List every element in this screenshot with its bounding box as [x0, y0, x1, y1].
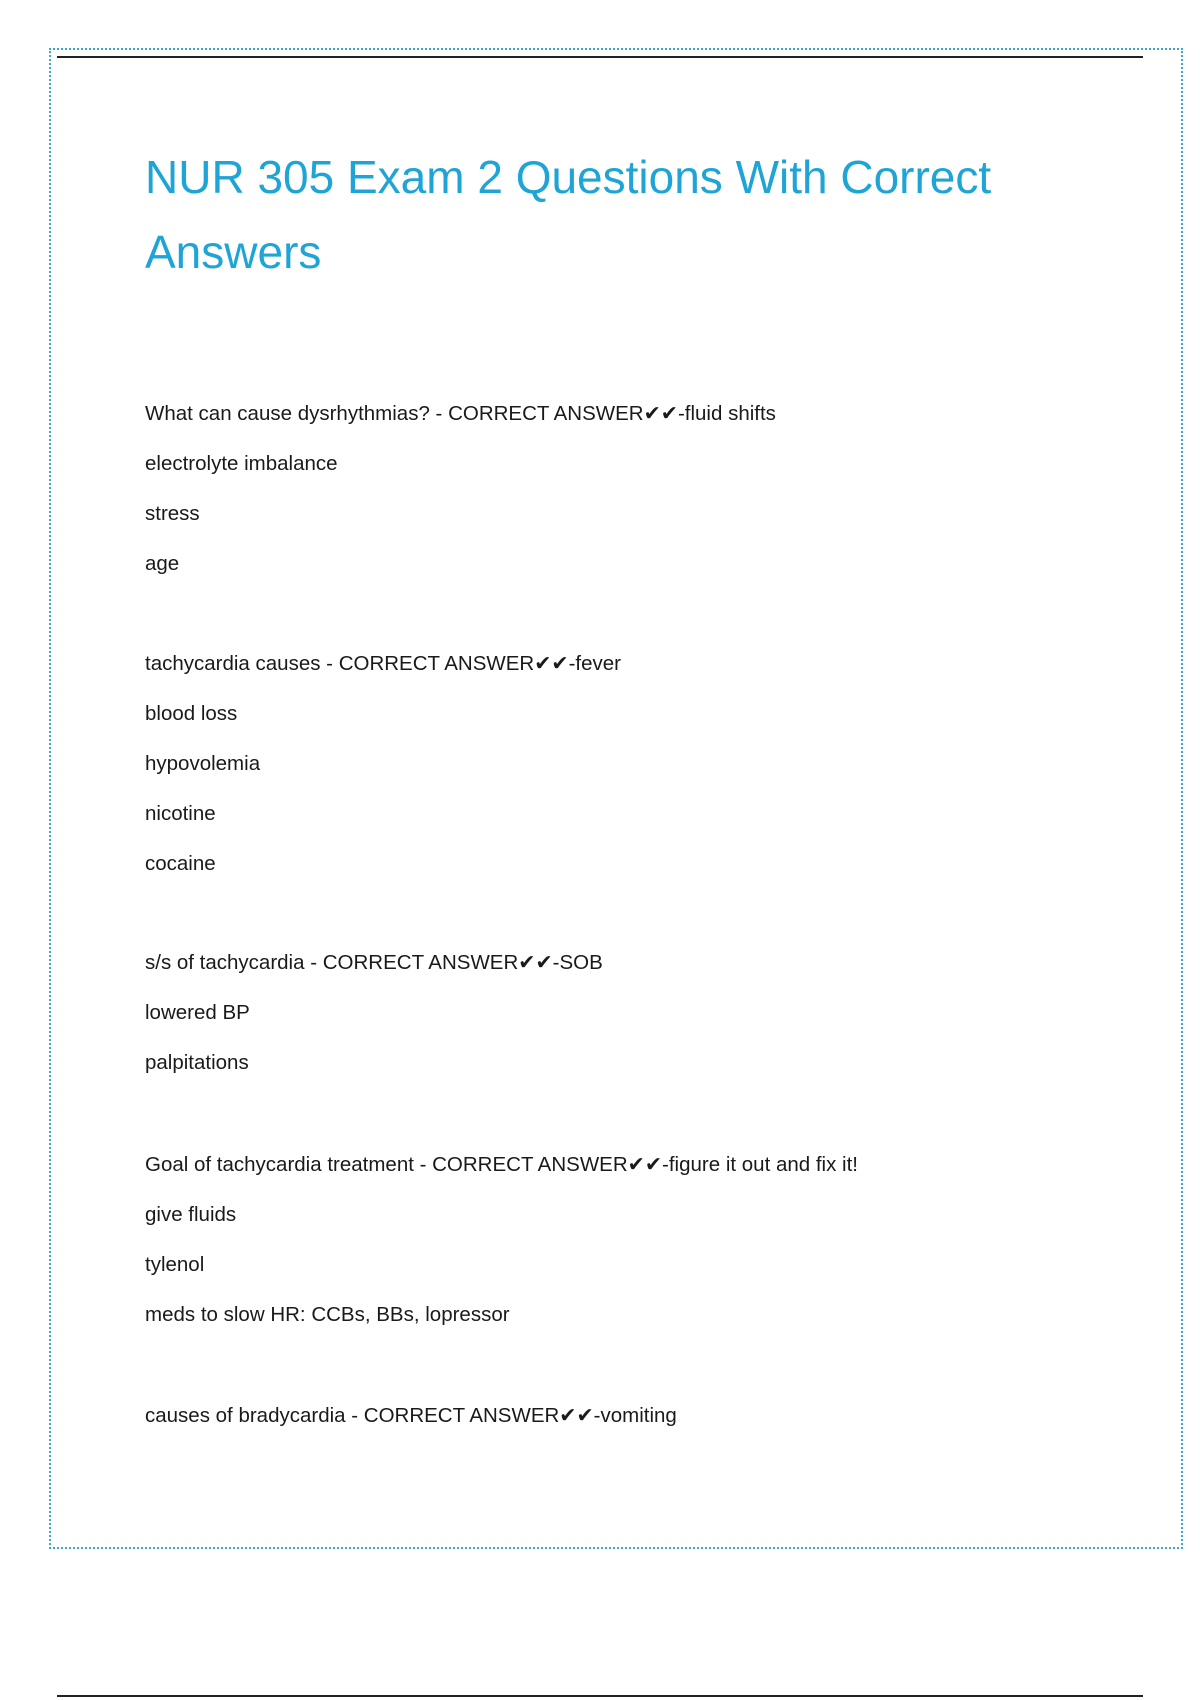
- qa-answer-line: stress: [145, 502, 200, 525]
- qa-answer-line: blood loss: [145, 702, 238, 725]
- document-title: NUR 305 Exam 2 Questions With Correct Answers: [145, 151, 992, 278]
- qa-answer-line: nicotine: [145, 802, 216, 825]
- qa-answer-line: meds to slow HR: CCBs, BBs, lopressor: [145, 1303, 510, 1326]
- qa-answer-line: cocaine: [145, 852, 216, 875]
- qa-answer-line: palpitations: [145, 1051, 249, 1074]
- qa-item-tachycardia-treatment: [145, 1140, 1105, 1340]
- qa-question-line: Goal of tachycardia treatment - CORRECT ANSWER✔✔-figure it out and fix it!: [145, 1153, 858, 1176]
- qa-answer-line: hypovolemia: [145, 752, 261, 775]
- header-rule: [57, 56, 1143, 58]
- qa-question-line: tachycardia causes - CORRECT ANSWER✔✔-fever: [145, 652, 621, 675]
- qa-question-line: What can cause dysrhythmias? - CORRECT ANSWER✔✔-fluid shifts: [145, 402, 776, 425]
- next-page-rule: [57, 1695, 1143, 1697]
- qa-answer-line: give fluids: [145, 1203, 237, 1226]
- qa-question-line: s/s of tachycardia - CORRECT ANSWER✔✔-SOB: [145, 951, 603, 974]
- qa-item-tachycardia-signs: [145, 938, 1105, 1088]
- qa-item-bradycardia-causes: [145, 1391, 1105, 1441]
- qa-item-tachycardia-causes: [145, 639, 1105, 889]
- qa-answer-line: lowered BP: [145, 1001, 250, 1024]
- qa-answer-line: electrolyte imbalance: [145, 452, 338, 475]
- qa-item-dysrhythmia-causes: [145, 389, 1105, 589]
- qa-answer-line: tylenol: [145, 1253, 205, 1276]
- qa-question-line: causes of bradycardia - CORRECT ANSWER✔✔-vomiting: [145, 1404, 677, 1427]
- qa-answer-line: age: [145, 552, 180, 575]
